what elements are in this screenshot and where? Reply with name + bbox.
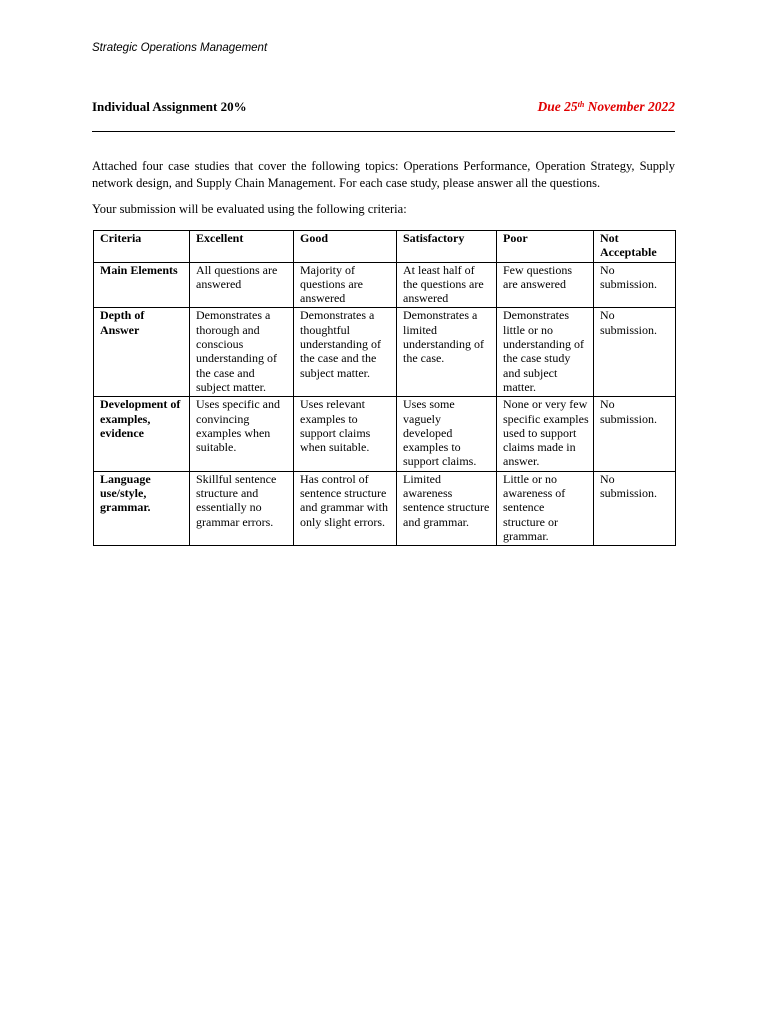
table-cell: Skillful sentence structure and essentially no grammar errors. [190, 471, 294, 545]
column-header-not-acceptable: Not Acceptable [594, 231, 676, 263]
running-head: Strategic Operations Management [92, 42, 268, 54]
due-date-rest: November 2022 [584, 99, 675, 114]
criteria-cell: Development of examples, evidence [94, 397, 190, 471]
table-cell: Little or no awareness of sentence structure or grammar. [497, 471, 594, 545]
table-cell: No submission. [594, 397, 676, 471]
table-cell: Demonstrates a thorough and conscious understanding of the case and subject matter. [190, 308, 294, 397]
intro-paragraph: Attached four case studies that cover the following topics: Operations Performance, Operation Strategy, Supply network design, and Supply Chain Management. For each case study, please answer all the questions. [92, 159, 675, 190]
table-row [94, 471, 676, 545]
due-date-prefix: Due 25 [537, 99, 578, 114]
due-date [537, 99, 675, 115]
table-cell: Has control of sentence structure and grammar with only slight errors. [294, 471, 397, 545]
criteria-cell: Depth of Answer [94, 308, 190, 397]
column-header-criteria: Criteria [94, 231, 190, 263]
criteria-cell: Language use/style, grammar. [94, 471, 190, 545]
criteria-intro: Your submission will be evaluated using the following criteria: [92, 202, 407, 216]
assignment-title: Individual Assignment 20% [92, 99, 247, 114]
table-cell: No submission. [594, 471, 676, 545]
table-cell: Uses some vaguely developed examples to support claims. [397, 397, 497, 471]
table-cell: Uses specific and convincing examples when suitable. [190, 397, 294, 471]
table-cell: Demonstrates a thoughtful understanding of the case and the subject matter. [294, 308, 397, 397]
table-cell: Demonstrates little or no understanding of the case study and subject matter. [497, 308, 594, 397]
rubric-header-row [94, 231, 676, 263]
table-cell: None or very few specific examples used to support claims made in answer. [497, 397, 594, 471]
due-date-ordinal: th [577, 100, 585, 109]
table-row [94, 262, 676, 308]
table-cell: Limited awareness sentence structure and grammar. [397, 471, 497, 545]
table-row [94, 308, 676, 397]
assignment-header [92, 99, 675, 115]
header-divider [92, 131, 675, 132]
table-cell: Few questions are answered [497, 262, 594, 308]
table-cell: At least half of the questions are answered [397, 262, 497, 308]
criteria-cell: Main Elements [94, 262, 190, 308]
column-header-excellent: Excellent [190, 231, 294, 263]
table-cell: No submission. [594, 262, 676, 308]
rubric-table [93, 230, 676, 546]
table-row [94, 397, 676, 471]
table-cell: All questions are answered [190, 262, 294, 308]
table-cell: Demonstrates a limited understanding of the case. [397, 308, 497, 397]
table-cell: No submission. [594, 308, 676, 397]
table-cell: Majority of questions are answered [294, 262, 397, 308]
column-header-satisfactory: Satisfactory [397, 231, 497, 263]
table-cell: Uses relevant examples to support claims when suitable. [294, 397, 397, 471]
column-header-poor: Poor [497, 231, 594, 263]
column-header-good: Good [294, 231, 397, 263]
